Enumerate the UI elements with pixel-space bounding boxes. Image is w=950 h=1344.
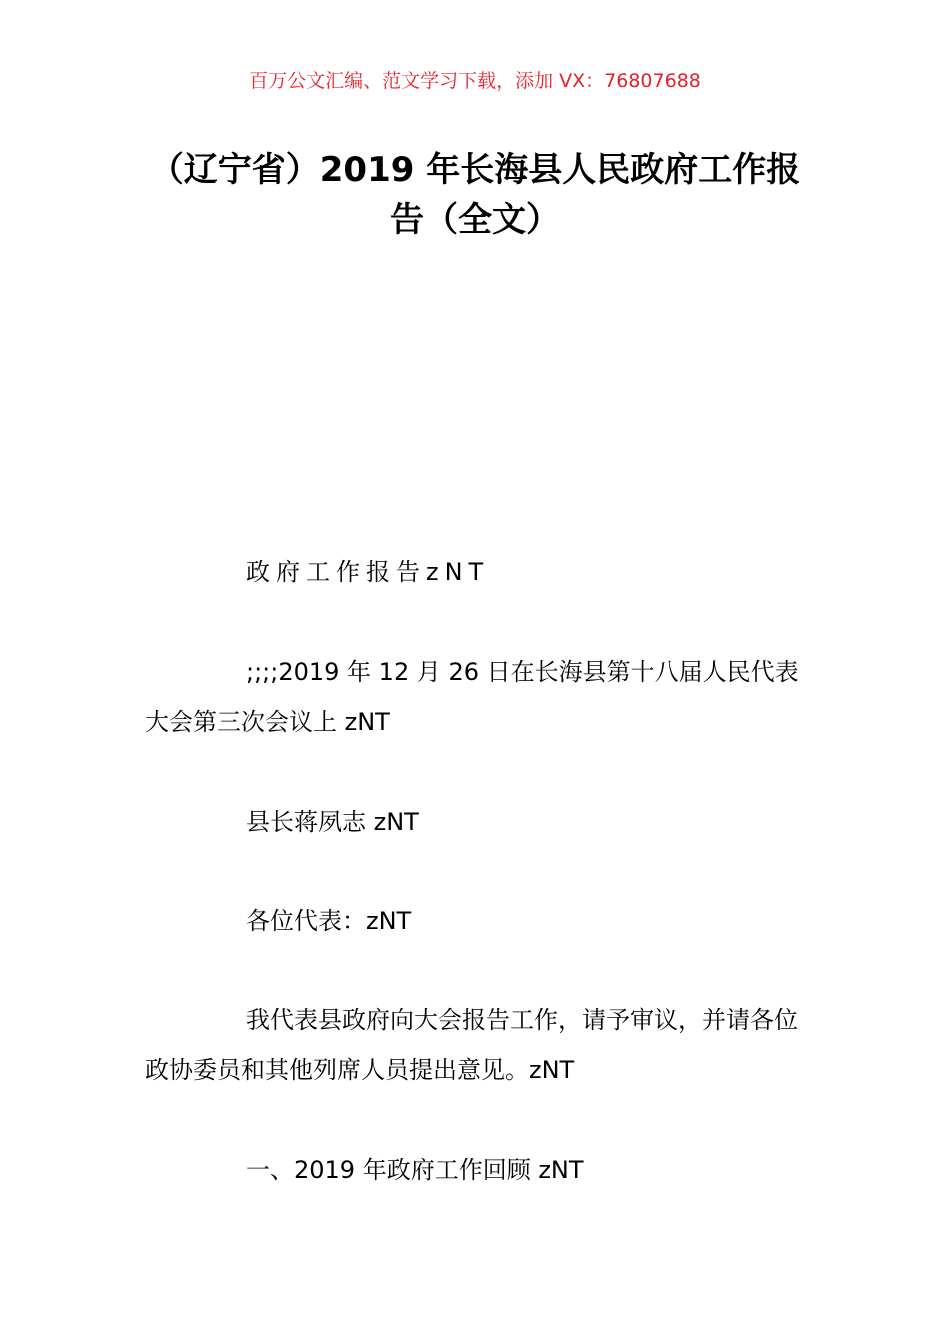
paragraph-meeting-info: ;;;;2019 年 12 月 26 日在长海县第十八届人民代表大会第三次会议上 zNT <box>145 658 799 736</box>
paragraph-intro: 我代表县政府向大会报告工作，请予审议，并请各位政协委员和其他列席人员提出意见。zNT <box>145 1006 798 1084</box>
watermark-banner: 百万公文汇编、范文学习下载，添加 VX：76807688 <box>249 70 701 92</box>
paragraph-heading: 政府工作报告zNT <box>246 558 490 586</box>
section-heading: 一、2019 年政府工作回顾 zNT <box>246 1156 584 1184</box>
document-title-line-1: （辽宁省）2019 年长海县人民政府工作报 <box>149 150 801 190</box>
document-title-line-2: 告（全文） <box>390 200 560 240</box>
paragraph-speaker: 县长蒋夙志 zNT <box>246 808 419 836</box>
paragraph-salutation: 各位代表：zNT <box>246 907 412 935</box>
